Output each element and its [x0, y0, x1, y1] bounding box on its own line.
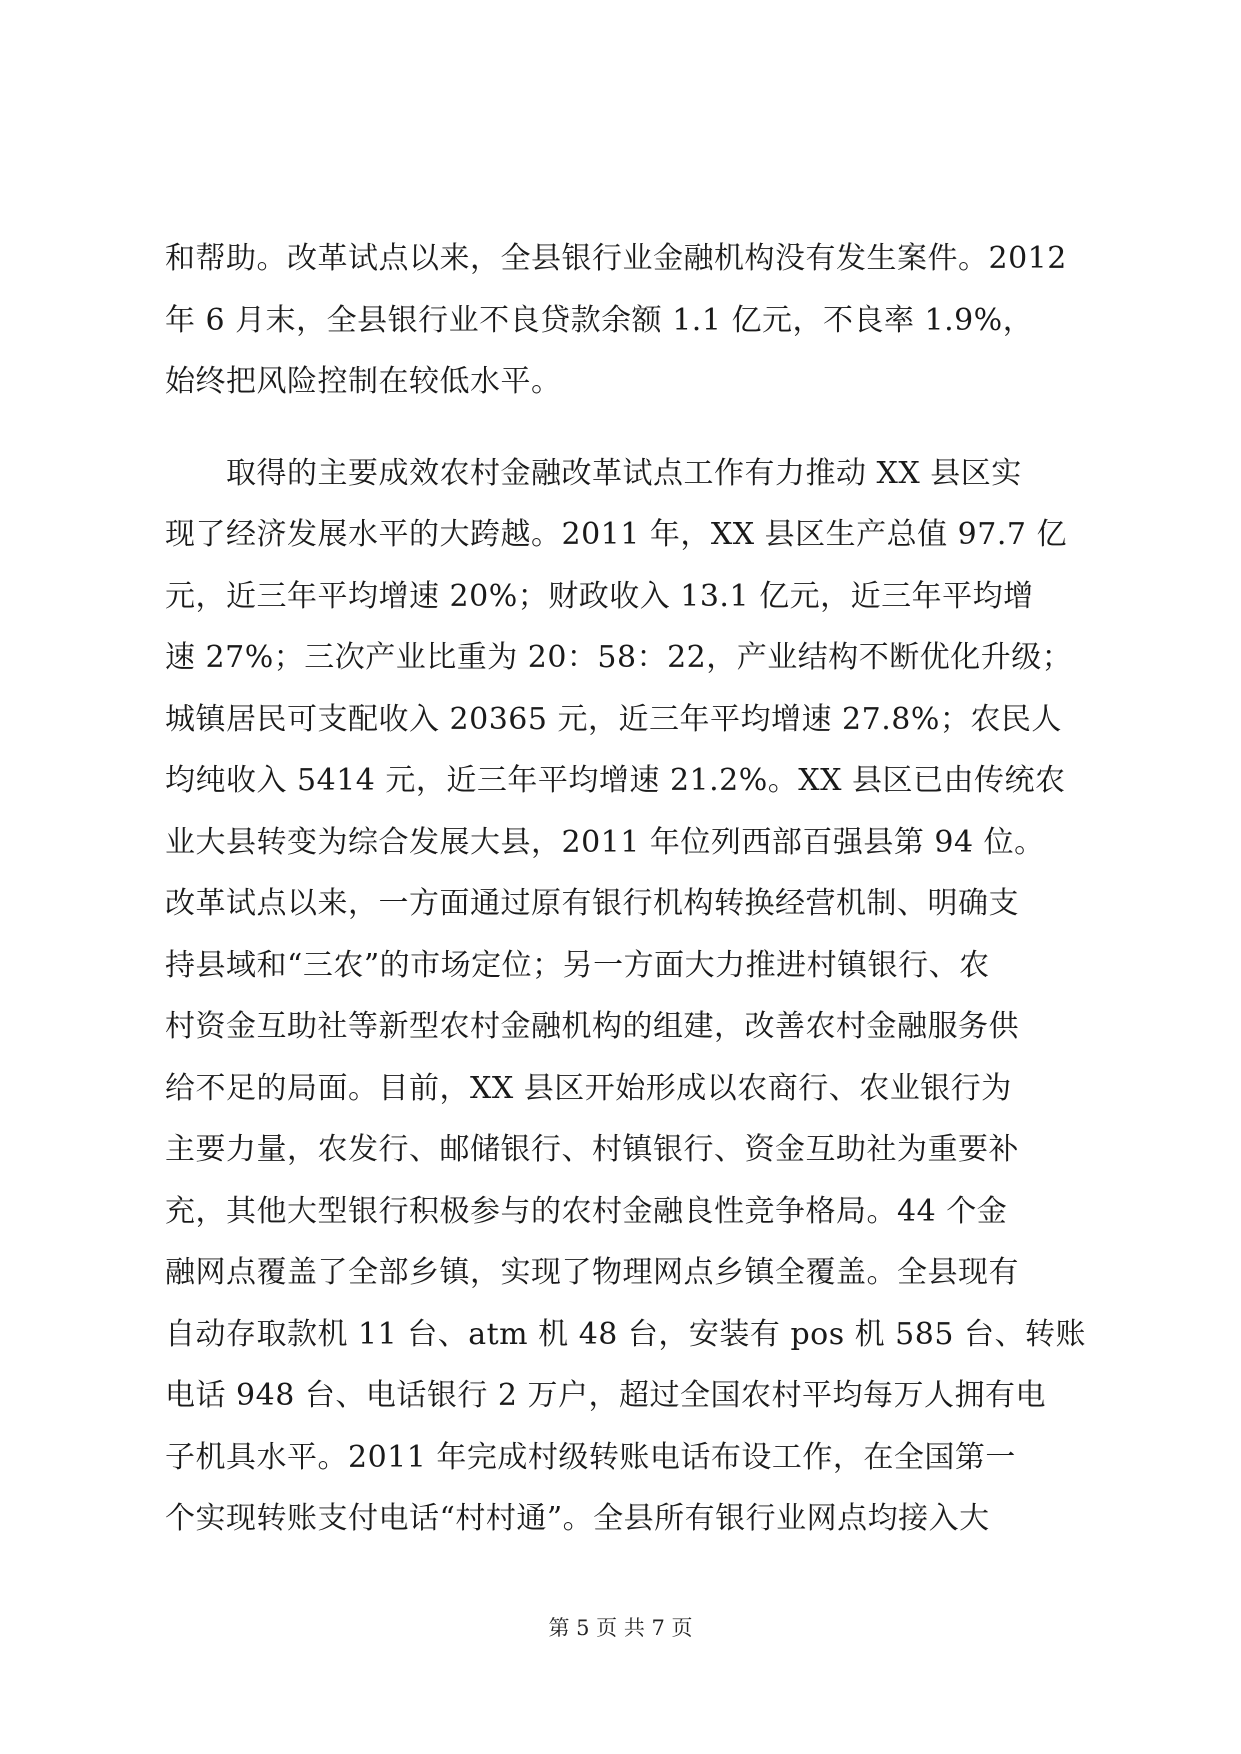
text-line: 和帮助。改革试点以来，全县银行业金融机构没有发生案件。2012	[165, 241, 1067, 276]
text-line: 给不足的局面。目前，XX 县区开始形成以农商行、农业银行为	[165, 1070, 1012, 1106]
text-line: 村资金互助社等新型农村金融机构的组建，改善农村金融服务供	[165, 1009, 1019, 1044]
paragraph-1	[165, 228, 1085, 413]
text-line: 城镇居民可支配收入 20365 元，近三年平均增速 27.8%；农民人	[165, 701, 1062, 737]
text-line: 业大县转变为综合发展大县，2011 年位列西部百强县第 94 位。	[165, 824, 1045, 860]
paragraph-2	[165, 443, 1085, 1612]
text-line: 融网点覆盖了全部乡镇，实现了物理网点乡镇全覆盖。全县现有	[165, 1255, 1019, 1290]
text-line: 速 27%；三次产业比重为 20：58：22，产业结构不断优化升级；	[165, 640, 1073, 675]
text-line: 始终把风险控制在较低水平。	[165, 364, 562, 399]
text-line: 元，近三年平均增速 20%；财政收入 13.1 亿元，近三年平均增	[165, 578, 1034, 614]
text-line: 主要力量，农发行、邮储银行、村镇银行、资金互助社为重要补	[165, 1132, 1019, 1167]
text-line: 充，其他大型银行积极参与的农村金融良性竞争格局。44 个金	[165, 1193, 1008, 1229]
paragraph-gap	[165, 413, 1085, 443]
text-line: 均纯收入 5414 元，近三年平均增速 21.2%。XX 县区已由传统农	[165, 763, 1066, 798]
text-line: 个实现转账支付电话“村村通”。全县所有银行业网点均接入大	[165, 1501, 990, 1536]
text-line: 子机具水平。2011 年完成村级转账电话布设工作，在全国第一	[165, 1439, 1016, 1475]
text-line: 现了经济发展水平的大跨越。2011 年，XX 县区生产总值 97.7 亿	[165, 517, 1068, 552]
text-line: 持县域和“三农”的市场定位；另一方面大力推进村镇银行、农	[165, 947, 990, 983]
document-body	[165, 228, 1085, 1611]
text-line: 取得的主要成效农村金融改革试点工作有力推动 XX 县区实	[165, 455, 1022, 491]
text-line: 年 6 月末，全县银行业不良贷款余额 1.1 亿元，不良率 1.9%，	[165, 302, 1034, 338]
text-line	[165, 1550, 1085, 1612]
page-footer: 第 5 页 共 7 页	[548, 1616, 693, 1640]
text-line: 改革试点以来，一方面通过原有银行机构转换经营机制、明确支	[165, 886, 1019, 921]
text-line: 电话 948 台、电话银行 2 万户，超过全国农村平均每万人拥有电	[165, 1378, 1046, 1413]
text-line: 自动存取款机 11 台、atm 机 48 台，安装有 pos 机 585 台、转账	[165, 1316, 1086, 1352]
